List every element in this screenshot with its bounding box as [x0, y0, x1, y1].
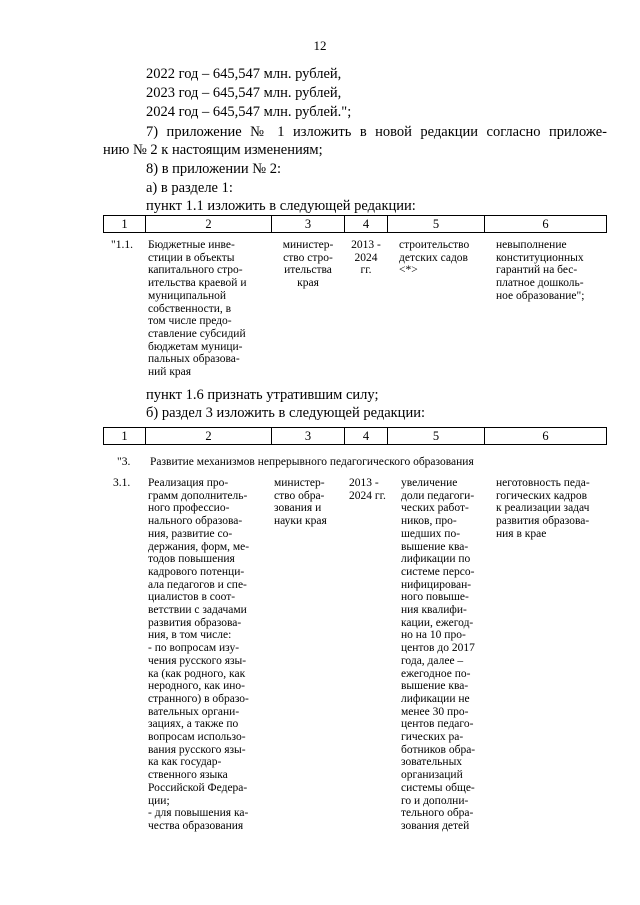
funding-2024: 2024 год – 645,547 млн. рублей.";	[146, 104, 352, 120]
row-3-1-result: увеличение доли педагоги- ческих работ- ников, про- шедших по- вышение ква- лификации по системе персо- нифицирован- ного повыше- ния квалифи- кации, ежегод- но на 10 про- центов до 2017 года, далее – ежегодное по- вышение ква- лификации не менее 30 про- центов педаго- гических ра- ботников обра- зовательных организаций системы обще- го и дополни- тельного обра- зования детей	[401, 477, 476, 832]
row-3-1-period: 2013 - 2024 гг.	[349, 477, 386, 502]
header-col-2: 2	[146, 428, 272, 445]
header-col-4: 4	[345, 428, 388, 445]
header-col-1: 1	[104, 216, 146, 233]
header-col-3: 3	[272, 216, 345, 233]
header-col-1: 1	[104, 428, 146, 445]
item-7-line-1: 7) приложение № 1 изложить в новой редакции согласно приложе-	[146, 124, 607, 140]
row-1-1-consequence: невыполнение конституционных гарантий на бес- платное дошколь- ное образование";	[496, 239, 585, 302]
header-col-4: 4	[345, 216, 388, 233]
funding-2022: 2022 год – 645,547 млн. рублей,	[146, 66, 342, 82]
header-col-2: 2	[146, 216, 272, 233]
row-3-1-consequence: неготовность педа- гогических кадров к реализации задач развития образова- ния в крае	[496, 477, 590, 540]
page-number: 12	[313, 38, 327, 53]
row-1-1-result: строительство детских садов <*>	[399, 239, 470, 277]
funding-2023: 2023 год – 645,547 млн. рублей,	[146, 85, 342, 101]
row-1-1-number: "1.1.	[111, 239, 133, 251]
header-col-6: 6	[485, 216, 607, 233]
row-1-1-executor: министер- ство стро- ительства края	[282, 239, 334, 290]
section-3-number: "3.	[117, 456, 131, 468]
item-8a: а) в разделе 1:	[146, 180, 233, 196]
item-8b: б) раздел 3 изложить в следующей редакции:	[146, 405, 425, 421]
row-3-1-executor: министер- ство обра- зования и науки края	[274, 477, 327, 528]
header-col-3: 3	[272, 428, 345, 445]
point-1-1-heading: пункт 1.1 изложить в следующей редакции:	[146, 198, 416, 214]
header-col-5: 5	[388, 428, 485, 445]
section-3-title: Развитие механизмов непрерывного педагогического образования	[150, 456, 474, 468]
point-1-6: пункт 1.6 признать утратившим силу;	[146, 387, 379, 403]
table-header-2	[103, 427, 607, 445]
item-7-line-2: нию № 2 к настоящим изменениям;	[103, 142, 323, 158]
row-1-1-period: 2013 - 2024 гг.	[351, 239, 381, 277]
row-3-1-description: Реализация про- грамм дополнитель- ного профессио- нального образова- ния, развитие со- держания, форм, ме- тодов повышения кадрового потенци- ала педагогов и спе- циалистов в соот- ветствии с задачами развития образова- ния, в том числе: - по вопросам изу- чения русского язы- ка (как родного, как неродного, как ино- странного) в образо- вательных органи- зациях, а также по вопросам использо- вания русского язы- ка как государ- ственного языка Российской Федера- ции; - для повышения ка- чества образования	[148, 477, 250, 832]
row-3-1-number: 3.1.	[113, 477, 131, 489]
table-header-1	[103, 215, 607, 233]
header-col-5: 5	[388, 216, 485, 233]
row-1-1-description: Бюджетные инве- стиции в объекты капитального стро- ительства краевой и муниципальной собственности, в том числе предо- ставление субсидий бюджетам муници- пальных образова- ний края	[148, 239, 247, 379]
header-col-6: 6	[485, 428, 607, 445]
item-8: 8) в приложении № 2:	[146, 161, 281, 177]
